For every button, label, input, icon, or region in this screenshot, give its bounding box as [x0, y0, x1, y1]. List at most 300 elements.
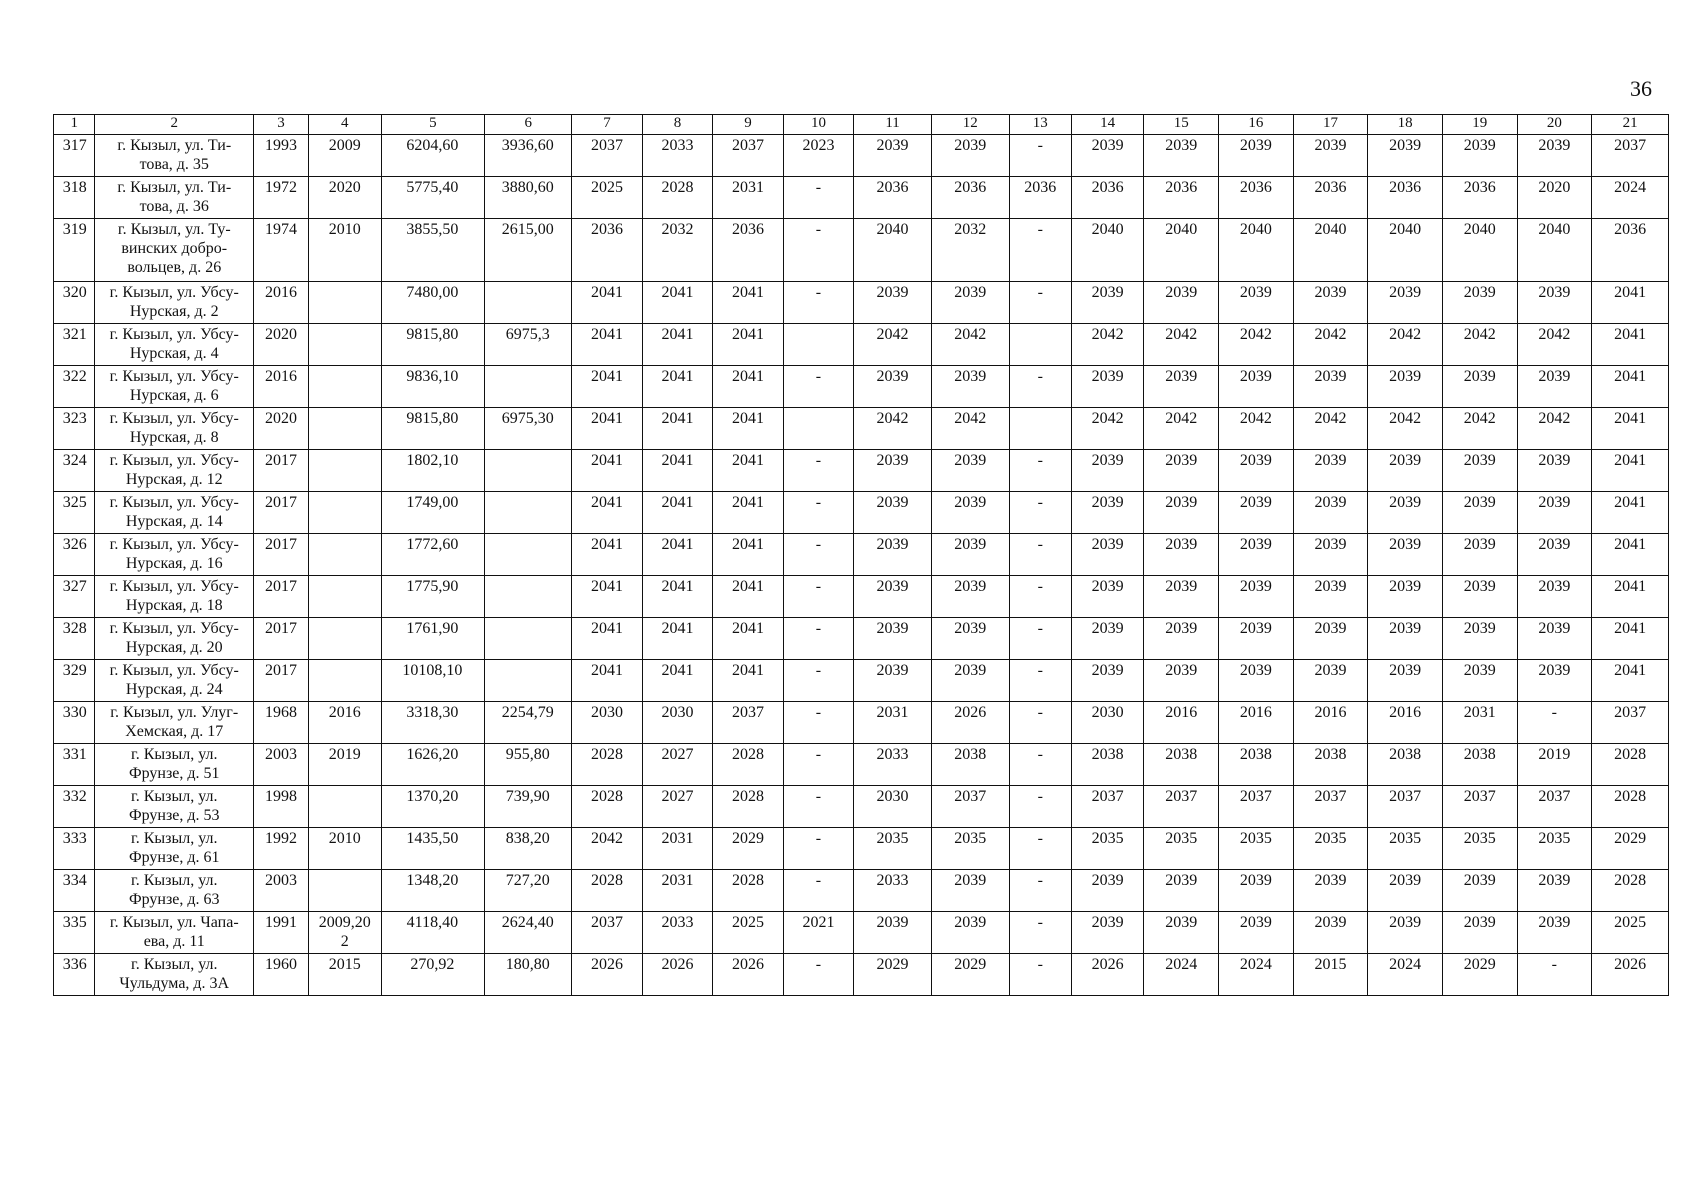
table-cell: 2003 [254, 744, 309, 786]
table-cell: 2036 [572, 219, 642, 282]
table-cell: 2039 [1293, 660, 1368, 702]
table-cell: 2037 [1071, 786, 1144, 828]
table-row [54, 177, 1669, 219]
table-cell: 2028 [1592, 870, 1669, 912]
table-cell: 2032 [931, 219, 1009, 282]
table-cell: 2020 [254, 408, 309, 450]
table-cell: - [783, 870, 853, 912]
area-cell [485, 534, 572, 576]
table-cell: 2039 [1144, 450, 1219, 492]
table-cell: 2028 [572, 870, 642, 912]
row-number-cell: 333 [54, 828, 95, 870]
table-row [54, 702, 1669, 744]
table-cell: 2028 [713, 870, 783, 912]
area-cell: 1370,20 [381, 786, 485, 828]
table-cell: 2041 [572, 576, 642, 618]
table-cell: 2039 [931, 576, 1009, 618]
table-cell: 2041 [642, 408, 712, 450]
table-cell: 2031 [713, 177, 783, 219]
area-cell: 9815,80 [381, 408, 485, 450]
table-cell: 2039 [1293, 450, 1368, 492]
table-cell: 2003 [254, 870, 309, 912]
table-cell: 2040 [1442, 219, 1517, 282]
table-cell: - [783, 744, 853, 786]
table-cell: 2028 [572, 786, 642, 828]
table-cell: - [1517, 954, 1592, 996]
area-cell: 6975,3 [485, 324, 572, 366]
table-cell [308, 282, 381, 324]
table-cell: 2039 [1293, 534, 1368, 576]
column-number-header: 10 [783, 115, 853, 135]
table-cell: 2039 [1442, 870, 1517, 912]
table-cell: 1974 [254, 219, 309, 282]
table-cell: 2041 [1592, 324, 1669, 366]
table-cell: - [1009, 282, 1071, 324]
table-row [54, 492, 1669, 534]
table-cell: 2030 [642, 702, 712, 744]
area-cell: 739,90 [485, 786, 572, 828]
table-cell: - [783, 786, 853, 828]
table-cell: 2039 [1442, 534, 1517, 576]
table-cell: 2039 [931, 534, 1009, 576]
table-cell: 2039 [1219, 912, 1294, 954]
table-cell: 2039 [931, 912, 1009, 954]
table-cell: 2039 [1442, 450, 1517, 492]
table-cell: 1993 [254, 135, 309, 177]
area-cell: 5775,40 [381, 177, 485, 219]
table-cell: 2040 [1368, 219, 1443, 282]
area-cell: 1775,90 [381, 576, 485, 618]
table-cell: 2039 [931, 492, 1009, 534]
table-row [54, 954, 1669, 996]
table-cell [308, 492, 381, 534]
table-cell: 2036 [1592, 219, 1669, 282]
table-cell: 2028 [1592, 744, 1669, 786]
table-cell: 2039 [1071, 534, 1144, 576]
table-cell: 2039 [1517, 660, 1592, 702]
table-cell: 2039 [1442, 618, 1517, 660]
row-number-cell: 336 [54, 954, 95, 996]
area-cell: 7480,00 [381, 282, 485, 324]
table-cell: 2038 [1219, 744, 1294, 786]
address-cell: г. Кызыл, ул. Убсу- Нурская, д. 6 [95, 366, 254, 408]
area-cell [485, 660, 572, 702]
table-cell: 2039 [854, 366, 932, 408]
column-number-header: 9 [713, 115, 783, 135]
table-cell: - [1009, 912, 1071, 954]
table-cell: - [1009, 492, 1071, 534]
row-number-cell: 335 [54, 912, 95, 954]
table-cell: 2037 [931, 786, 1009, 828]
table-cell: 2041 [713, 660, 783, 702]
table-cell: 2039 [1293, 492, 1368, 534]
column-number-header: 13 [1009, 115, 1071, 135]
table-cell: 2026 [931, 702, 1009, 744]
table-cell: 2039 [1144, 282, 1219, 324]
table-cell: 2036 [1368, 177, 1443, 219]
column-number-header: 21 [1592, 115, 1669, 135]
area-cell: 727,20 [485, 870, 572, 912]
address-cell: г. Кызыл, ул. Улуг- Хемская, д. 17 [95, 702, 254, 744]
table-cell: - [1009, 870, 1071, 912]
area-cell: 180,80 [485, 954, 572, 996]
column-number-header: 8 [642, 115, 712, 135]
table-cell [308, 450, 381, 492]
table-cell: 2036 [931, 177, 1009, 219]
table-cell [308, 534, 381, 576]
table-cell [783, 408, 853, 450]
table-cell [783, 324, 853, 366]
table-cell: 2041 [572, 366, 642, 408]
table-cell: 2039 [854, 450, 932, 492]
area-cell [485, 450, 572, 492]
column-number-header: 4 [308, 115, 381, 135]
table-cell: 2019 [1517, 744, 1592, 786]
table-cell: 2041 [572, 324, 642, 366]
table-cell: 2042 [1293, 324, 1368, 366]
table-cell: 2037 [1144, 786, 1219, 828]
row-number-cell: 324 [54, 450, 95, 492]
table-cell: 2042 [1442, 408, 1517, 450]
table-cell: 2037 [1293, 786, 1368, 828]
area-cell: 6975,30 [485, 408, 572, 450]
address-cell: г. Кызыл, ул. Фрунзе, д. 61 [95, 828, 254, 870]
table-row [54, 282, 1669, 324]
column-number-header: 7 [572, 115, 642, 135]
table-cell: 2039 [1517, 492, 1592, 534]
area-cell: 2624,40 [485, 912, 572, 954]
table-cell: 2037 [572, 135, 642, 177]
table-cell: 2039 [1144, 660, 1219, 702]
table-cell: 2039 [1368, 366, 1443, 408]
table-cell: 2036 [713, 219, 783, 282]
row-number-cell: 318 [54, 177, 95, 219]
table-cell: 2039 [1517, 135, 1592, 177]
table-cell: 2039 [1442, 912, 1517, 954]
table-row [54, 576, 1669, 618]
table-cell: 2041 [572, 282, 642, 324]
table-cell: 2041 [1592, 660, 1669, 702]
table-cell: 2027 [642, 786, 712, 828]
table-cell: 2017 [254, 534, 309, 576]
table-cell: 2042 [1071, 408, 1144, 450]
area-cell: 1802,10 [381, 450, 485, 492]
address-cell: г. Кызыл, ул. Ти- това, д. 35 [95, 135, 254, 177]
table-row [54, 786, 1669, 828]
column-number-header: 12 [931, 115, 1009, 135]
table-cell: 2039 [1219, 870, 1294, 912]
table-row [54, 219, 1669, 282]
table-cell: 2041 [713, 450, 783, 492]
table-cell: 2036 [1219, 177, 1294, 219]
table-cell: 2041 [572, 618, 642, 660]
table-cell: 2030 [854, 786, 932, 828]
table-cell: - [783, 450, 853, 492]
table-cell: 2024 [1592, 177, 1669, 219]
area-cell: 3318,30 [381, 702, 485, 744]
address-cell: г. Кызыл, ул. Убсу- Нурская, д. 24 [95, 660, 254, 702]
table-cell: 2039 [1293, 282, 1368, 324]
table-cell: 2041 [1592, 492, 1669, 534]
table-cell: 2039 [1071, 618, 1144, 660]
table-row [54, 324, 1669, 366]
table-cell: 2039 [1219, 534, 1294, 576]
table-cell: 2016 [308, 702, 381, 744]
table-cell: 2033 [854, 744, 932, 786]
table-cell: - [1009, 702, 1071, 744]
address-cell: г. Кызыл, ул. Убсу- Нурская, д. 20 [95, 618, 254, 660]
table-cell: 2039 [1517, 618, 1592, 660]
table-cell: - [783, 576, 853, 618]
table-cell [308, 408, 381, 450]
table-cell: 2038 [1368, 744, 1443, 786]
table-cell: 2037 [1517, 786, 1592, 828]
table-cell: 2039 [1368, 660, 1443, 702]
table-cell: 2016 [1368, 702, 1443, 744]
address-cell: г. Кызыл, ул. Ту- винских добро- вольцев, д. 26 [95, 219, 254, 282]
table-row [54, 135, 1669, 177]
table-cell: 2029 [1592, 828, 1669, 870]
table-cell: 2041 [713, 618, 783, 660]
table-cell: 2033 [642, 135, 712, 177]
area-cell: 6204,60 [381, 135, 485, 177]
table-cell: 2039 [1293, 135, 1368, 177]
table-cell: 2039 [1368, 534, 1443, 576]
table-cell: 2035 [1517, 828, 1592, 870]
row-number-cell: 317 [54, 135, 95, 177]
table-cell: 2039 [1144, 366, 1219, 408]
table-cell: 2038 [1442, 744, 1517, 786]
column-number-header: 20 [1517, 115, 1592, 135]
row-number-cell: 323 [54, 408, 95, 450]
table-cell: 2015 [308, 954, 381, 996]
table-cell: 2017 [254, 576, 309, 618]
table-cell: 2041 [642, 576, 712, 618]
table-cell: 2039 [1071, 576, 1144, 618]
table-cell [308, 660, 381, 702]
table-cell: 2016 [254, 366, 309, 408]
table-cell: 2041 [713, 408, 783, 450]
table-cell: 2025 [1592, 912, 1669, 954]
table-cell: 2041 [642, 282, 712, 324]
table-cell: 2042 [1144, 408, 1219, 450]
table-cell: 2032 [642, 219, 712, 282]
table-cell: 2039 [1517, 366, 1592, 408]
table-cell: 2039 [854, 912, 932, 954]
table-cell: 2039 [1144, 618, 1219, 660]
table-cell: 2039 [931, 618, 1009, 660]
table-cell: 2037 [713, 135, 783, 177]
table-cell: 2039 [1442, 366, 1517, 408]
table-cell: 2042 [1368, 408, 1443, 450]
column-number-header: 17 [1293, 115, 1368, 135]
address-cell: г. Кызыл, ул. Фрунзе, д. 53 [95, 786, 254, 828]
table-cell: 2020 [254, 324, 309, 366]
table-cell: - [783, 660, 853, 702]
table-cell: 1992 [254, 828, 309, 870]
table-cell: 2038 [931, 744, 1009, 786]
table-cell [308, 576, 381, 618]
table-cell: 2039 [1442, 282, 1517, 324]
row-number-cell: 334 [54, 870, 95, 912]
table-cell: 2026 [642, 954, 712, 996]
address-cell: г. Кызыл, ул. Чапа- ева, д. 11 [95, 912, 254, 954]
table-cell: 2041 [713, 576, 783, 618]
table-cell: 2040 [1144, 219, 1219, 282]
table-cell: 2039 [1442, 660, 1517, 702]
table-cell: 2017 [254, 492, 309, 534]
table-row [54, 828, 1669, 870]
table-cell: 2039 [1442, 576, 1517, 618]
area-cell [485, 366, 572, 408]
table-cell: - [783, 702, 853, 744]
table-cell: 2039 [1368, 282, 1443, 324]
table-cell [308, 870, 381, 912]
area-cell: 270,92 [381, 954, 485, 996]
table-cell: 2037 [572, 912, 642, 954]
table-row [54, 870, 1669, 912]
table-cell: 2040 [1071, 219, 1144, 282]
table-cell: 2041 [572, 408, 642, 450]
table-cell: 2041 [713, 492, 783, 534]
table-cell: 2040 [1219, 219, 1294, 282]
table-cell: 2039 [931, 366, 1009, 408]
address-cell: г. Кызыл, ул. Убсу- Нурская, д. 2 [95, 282, 254, 324]
table-cell: 2016 [1219, 702, 1294, 744]
table-cell: 2031 [854, 702, 932, 744]
table-cell: 2039 [1071, 366, 1144, 408]
table-cell: 2037 [1442, 786, 1517, 828]
table-row [54, 366, 1669, 408]
area-cell: 2615,00 [485, 219, 572, 282]
table-cell: 2039 [854, 135, 932, 177]
address-cell: г. Кызыл, ул. Убсу- Нурская, д. 14 [95, 492, 254, 534]
table-cell: 2041 [642, 618, 712, 660]
area-cell: 4118,40 [381, 912, 485, 954]
table-cell: 2033 [854, 870, 932, 912]
table-cell: 2039 [1144, 870, 1219, 912]
table-cell: 2037 [1219, 786, 1294, 828]
table-cell: - [1009, 828, 1071, 870]
table-cell: 2039 [931, 660, 1009, 702]
table-cell: 2041 [642, 660, 712, 702]
area-cell: 9836,10 [381, 366, 485, 408]
table-cell: 2028 [1592, 786, 1669, 828]
table-cell [308, 366, 381, 408]
table-cell: 2031 [1442, 702, 1517, 744]
table-cell: 2017 [254, 660, 309, 702]
table-cell: 2036 [854, 177, 932, 219]
column-number-header: 15 [1144, 115, 1219, 135]
table-cell: - [783, 282, 853, 324]
table-cell: 2041 [713, 366, 783, 408]
table-cell: - [783, 828, 853, 870]
table-cell: 2039 [1368, 450, 1443, 492]
column-number-header: 19 [1442, 115, 1517, 135]
table-cell: 2025 [572, 177, 642, 219]
table-row [54, 534, 1669, 576]
table-cell: 2041 [642, 366, 712, 408]
table-cell: 2027 [642, 744, 712, 786]
table-cell: 2039 [1293, 576, 1368, 618]
table-cell: 2039 [854, 618, 932, 660]
table-cell: 2039 [1071, 912, 1144, 954]
table-cell: 2017 [254, 618, 309, 660]
area-cell: 3880,60 [485, 177, 572, 219]
area-cell: 1772,60 [381, 534, 485, 576]
table-cell: 2025 [713, 912, 783, 954]
table-cell: 2020 [308, 177, 381, 219]
table-cell: 2039 [1517, 450, 1592, 492]
table-cell: 2042 [854, 408, 932, 450]
table-cell: 2030 [1071, 702, 1144, 744]
table-cell: 2041 [642, 450, 712, 492]
table-cell: 2041 [572, 492, 642, 534]
column-number-header: 14 [1071, 115, 1144, 135]
row-number-cell: 322 [54, 366, 95, 408]
table-row [54, 618, 1669, 660]
area-cell [485, 618, 572, 660]
table-cell: 2030 [572, 702, 642, 744]
table-cell: 2042 [1368, 324, 1443, 366]
table-cell: 2042 [1144, 324, 1219, 366]
table-cell: 2042 [931, 324, 1009, 366]
column-number-header: 1 [54, 115, 95, 135]
table-cell: 2028 [713, 744, 783, 786]
column-number-header: 18 [1368, 115, 1443, 135]
table-cell: - [783, 177, 853, 219]
table-cell: 1972 [254, 177, 309, 219]
table-cell: 2039 [1144, 534, 1219, 576]
table-cell: 2035 [1144, 828, 1219, 870]
table-cell: 2039 [1071, 870, 1144, 912]
area-cell [485, 492, 572, 534]
table-cell: 2039 [1219, 576, 1294, 618]
row-number-cell: 328 [54, 618, 95, 660]
table-cell: 2041 [642, 534, 712, 576]
table-cell: 2042 [854, 324, 932, 366]
table-cell: 2039 [1368, 870, 1443, 912]
table-row [54, 744, 1669, 786]
area-cell [485, 282, 572, 324]
table-cell: 2026 [713, 954, 783, 996]
table-row [54, 450, 1669, 492]
table-cell: 2042 [1517, 324, 1592, 366]
table-cell: 2024 [1219, 954, 1294, 996]
address-cell: г. Кызыл, ул. Убсу- Нурская, д. 16 [95, 534, 254, 576]
table-cell: 2039 [1071, 282, 1144, 324]
table-cell: 1998 [254, 786, 309, 828]
table-cell: 2010 [308, 828, 381, 870]
column-number-header: 5 [381, 115, 485, 135]
address-cell: г. Кызыл, ул. Фрунзе, д. 51 [95, 744, 254, 786]
table-cell: 2024 [1144, 954, 1219, 996]
table-cell: - [1009, 534, 1071, 576]
table-cell: 2035 [1219, 828, 1294, 870]
area-cell: 838,20 [485, 828, 572, 870]
table-cell: 2039 [1368, 576, 1443, 618]
area-cell: 955,80 [485, 744, 572, 786]
table-cell: 2036 [1293, 177, 1368, 219]
table-row [54, 660, 1669, 702]
row-number-cell: 332 [54, 786, 95, 828]
table-cell: 1960 [254, 954, 309, 996]
table-cell: 2041 [1592, 576, 1669, 618]
table-cell: 2039 [1144, 492, 1219, 534]
table-cell: 2026 [1071, 954, 1144, 996]
area-cell: 1435,50 [381, 828, 485, 870]
table-cell: 2041 [1592, 282, 1669, 324]
